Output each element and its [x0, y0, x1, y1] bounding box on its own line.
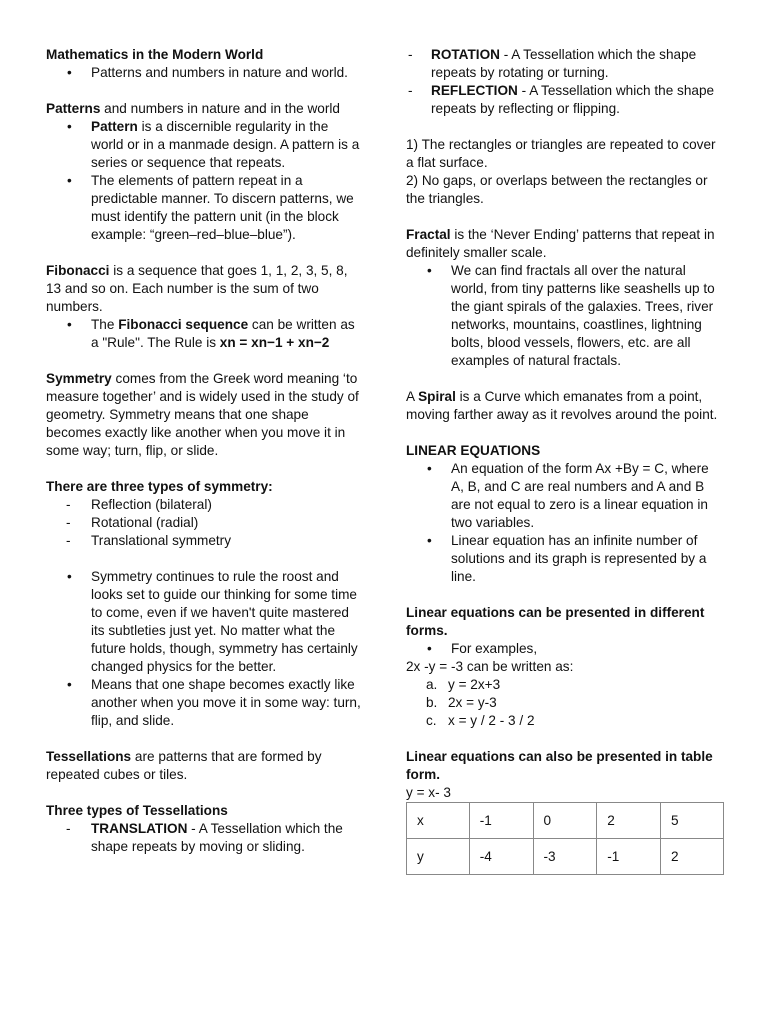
- list-item: - ROTATION - A Tessellation which the shape repeats by rotating or turning.: [408, 47, 697, 80]
- list-item: • Symmetry continues to rule the roost and looks set to guide our thinking for some time to come, even if we haven't quite mastered its subtleties just yet. No matter what the future holds, though, symmetry has certainly changed physics for the better.: [67, 569, 358, 674]
- list-item: • Means that one shape becomes exactly like another when you move it in some way: turn, flip, and slide.: [67, 677, 361, 728]
- list-item: • Pattern is a discernible regularity in the world or in a manmade design. A pattern is a series or sequence that repeats.: [67, 119, 360, 170]
- table-heading: Linear equations can also be presented in table form.: [406, 749, 713, 782]
- bullet-icon: •: [67, 569, 72, 584]
- bullet-icon: •: [67, 65, 72, 80]
- list-item: a. y = 2x+3: [426, 677, 501, 692]
- doc-title: Mathematics in the Modern World: [46, 47, 264, 62]
- left-column: [46, 46, 362, 856]
- bullet-icon: •: [67, 173, 72, 188]
- table-cell: -4: [469, 839, 533, 875]
- list-item: b. 2x = y-3: [426, 695, 497, 710]
- list-item: - REFLECTION - A Tessellation which the shape repeats by reflecting or flipping.: [408, 83, 715, 116]
- bullet-icon: •: [427, 533, 432, 548]
- table-cell: y: [407, 839, 470, 875]
- table-cell: 5: [661, 803, 724, 839]
- bullet-icon: •: [67, 677, 72, 692]
- bullet-icon: •: [427, 461, 432, 476]
- list-item: • Patterns and numbers in nature and world.: [67, 65, 348, 80]
- list-item: • For examples,: [427, 641, 538, 656]
- bullet-icon: •: [427, 263, 432, 278]
- table-cell: -1: [469, 803, 533, 839]
- fibonacci-paragraph: Fibonacci is a sequence that goes 1, 1, 2, 3, 5, 8, 13 and so on. Each number is the sum of two numbers.: [46, 263, 348, 314]
- tessellations-paragraph: Tessellations are patterns that are formed by repeated cubes or tiles.: [46, 749, 322, 782]
- tessellation-types-heading: Three types of Tessellations: [46, 803, 228, 818]
- list-item: • Linear equation has an infinite number of solutions and its graph is represented by a line.: [427, 533, 707, 584]
- symmetry-paragraph: Symmetry comes from the Greek word meaning ‘to measure together’ and is widely used in the study of geometry. Symmetry means that one shape becomes exactly like another when you move it in some way; turn, flip, or slide.: [46, 371, 359, 458]
- xy-table: [406, 802, 724, 875]
- right-column: [406, 46, 724, 875]
- list-item: - Rotational (radial): [66, 515, 199, 530]
- table-cell: 0: [533, 803, 597, 839]
- forms-line: 2x -y = -3 can be written as:: [406, 659, 574, 674]
- patterns-heading: Patterns and numbers in nature and in the world: [46, 101, 340, 116]
- spiral-paragraph: A Spiral is a Curve which emanates from a point, moving farther away as it revolves around the point.: [406, 389, 718, 422]
- linear-equations-heading: LINEAR EQUATIONS: [406, 443, 541, 458]
- table-equation: y = x- 3: [406, 785, 451, 800]
- table-cell: -1: [597, 839, 661, 875]
- list-item: • The elements of pattern repeat in a predictable manner. To discern patterns, we must identify the pattern unit (in the block example: “green–red–blue–blue”).: [67, 173, 354, 242]
- list-item: • An equation of the form Ax +By = C, where A, B, and C are real numbers and A and B are not equal to zero is a linear equation in two variables.: [427, 461, 709, 530]
- list-item: - Translational symmetry: [66, 533, 231, 548]
- bullet-icon: •: [67, 119, 72, 134]
- forms-heading: Linear equations can be presented in different forms.: [406, 605, 705, 638]
- symmetry-types-heading: There are three types of symmetry:: [46, 479, 273, 494]
- list-item: • We can find fractals all over the natural world, from tiny patterns like seashells up to the giant spirals of the galaxies. Trees, river networks, mountains, coastlines, lightning bolts, blood vessels, flowers, etc. are all examples of natural fractals.: [427, 263, 715, 368]
- list-item: - Reflection (bilateral): [66, 497, 212, 512]
- fractal-paragraph: Fractal is the ‘Never Ending’ patterns that repeat in definitely smaller scale.: [406, 227, 715, 260]
- table-row: [407, 839, 724, 875]
- table-cell: 2: [661, 839, 724, 875]
- note-2: 2) No gaps, or overlaps between the rectangles or the triangles.: [406, 173, 708, 206]
- table-cell: -3: [533, 839, 597, 875]
- table-row: [407, 803, 724, 839]
- table-cell: x: [407, 803, 470, 839]
- forms-list: [406, 676, 724, 730]
- bullet-icon: •: [427, 641, 432, 656]
- note-1: 1) The rectangles or triangles are repeated to cover a flat surface.: [406, 137, 716, 170]
- list-item: c. x = y / 2 - 3 / 2: [426, 713, 535, 728]
- bullet-icon: •: [67, 317, 72, 332]
- table-cell: 2: [597, 803, 661, 839]
- list-item: • The Fibonacci sequence can be written as a "Rule". The Rule is xn = xn−1 + xn−2: [67, 317, 355, 350]
- list-item: - TRANSLATION - A Tessellation which the shape repeats by moving or sliding.: [66, 821, 343, 854]
